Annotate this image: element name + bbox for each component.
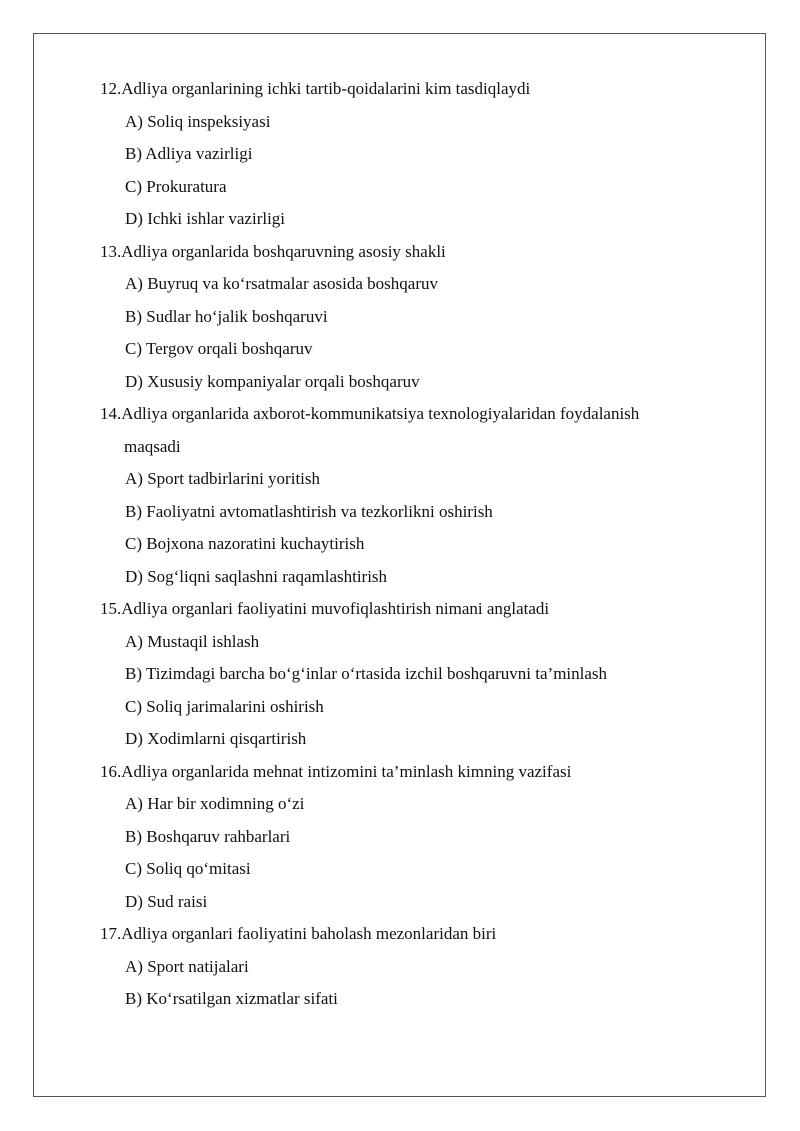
question-14-continuation: maqsadi bbox=[124, 436, 181, 456]
question-number: 15. bbox=[100, 599, 122, 618]
question-number: 13. bbox=[100, 241, 122, 261]
question-14 bbox=[100, 398, 720, 431]
option-13-c: C) Tergov orqali boshqaruv bbox=[125, 339, 313, 358]
option-12-c: C) Prokuratura bbox=[125, 176, 227, 196]
question-17 bbox=[100, 918, 720, 951]
option-17-b: B) Ko‘rsatilgan xizmatlar sifati bbox=[125, 989, 338, 1008]
question-number: 14. bbox=[100, 404, 122, 423]
option-15-a: A) Mustaqil ishlash bbox=[125, 631, 260, 651]
question-number: 12. bbox=[100, 79, 122, 98]
option-13-a: A) Buyruq va ko‘rsatmalar asosida boshqaruv bbox=[125, 274, 439, 293]
option-13-b: B) Sudlar ho‘jalik boshqaruvi bbox=[125, 306, 328, 326]
question-15 bbox=[100, 593, 720, 626]
option-12-a: A) Soliq inspeksiyasi bbox=[125, 111, 271, 131]
option-14-b: B) Faoliyatni avtomatlashtirish va tezkorlikni oshirish bbox=[125, 501, 493, 521]
option-14-c: C) Bojxona nazoratini kuchaytirish bbox=[125, 534, 365, 553]
question-number: 16. bbox=[100, 761, 122, 781]
option-13-d: D) Xususiy kompaniyalar orqali boshqaruv bbox=[125, 371, 420, 391]
question-text: Adliya organlari faoliyatini muvofiqlashtirish nimani anglatadi bbox=[121, 599, 550, 618]
option-16-c: C) Soliq qo‘mitasi bbox=[125, 859, 251, 878]
option-12-b: B) Adliya vazirligi bbox=[125, 144, 253, 163]
question-list bbox=[100, 73, 720, 1016]
option-14-a: A) Sport tadbirlarini yoritish bbox=[125, 469, 321, 488]
option-16-d: D) Sud raisi bbox=[125, 891, 208, 911]
question-text: Adliya organlarida axborot-kommunikatsiya texnologiyalaridan foydalanish bbox=[121, 404, 640, 423]
question-text: Adliya organlari faoliyatini baholash mezonlaridan biri bbox=[121, 924, 497, 943]
option-12-d: D) Ichki ishlar vazirligi bbox=[125, 209, 286, 228]
option-17-a: A) Sport natijalari bbox=[125, 956, 249, 976]
option-14-d: D) Sog‘liqni saqlashni raqamlashtirish bbox=[125, 566, 388, 586]
question-13 bbox=[100, 236, 720, 269]
question-text: Adliya organlarida boshqaruvning asosiy shakli bbox=[121, 241, 446, 261]
option-16-b: B) Boshqaruv rahbarlari bbox=[125, 826, 291, 846]
question-16 bbox=[100, 756, 720, 789]
question-12 bbox=[100, 73, 720, 106]
question-number: 17. bbox=[100, 924, 122, 943]
option-16-a: A) Har bir xodimning o‘zi bbox=[125, 794, 305, 813]
option-15-d: D) Xodimlarni qisqartirish bbox=[125, 729, 307, 748]
option-15-b: B) Tizimdagi barcha bo‘g‘inlar o‘rtasida izchil boshqaruvni ta’minlash bbox=[125, 664, 608, 683]
option-15-c: C) Soliq jarimalarini oshirish bbox=[125, 696, 324, 716]
question-text: Adliya organlarida mehnat intizomini ta’minlash kimning vazifasi bbox=[121, 761, 572, 781]
question-text: Adliya organlarining ichki tartib-qoidalarini kim tasdiqlaydi bbox=[121, 79, 531, 98]
